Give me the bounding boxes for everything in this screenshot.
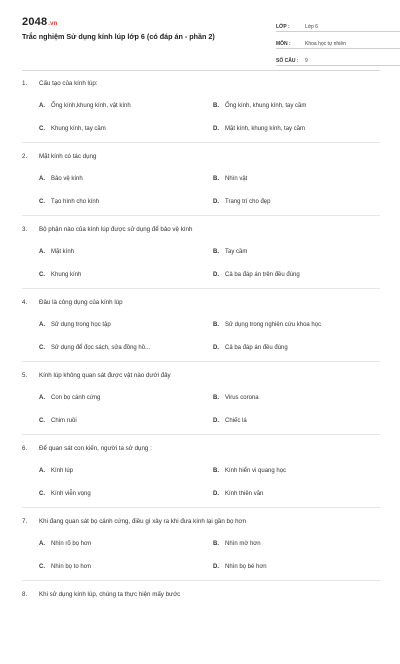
answer-option-c[interactable]	[39, 564, 91, 570]
option-letter: D.	[213, 491, 219, 497]
option-letter: B.	[213, 103, 219, 109]
option-text: Trang trí cho đẹp	[225, 199, 271, 205]
option-text: Nhìn bọ bé hơn	[225, 564, 267, 570]
meta-value: Khoa học tự nhiên	[305, 41, 346, 47]
meta-label: SỐ CÂU :	[276, 58, 299, 64]
answer-option-a[interactable]	[39, 103, 131, 109]
question-item	[22, 518, 380, 591]
option-text: Con bọ cánh cứng	[51, 395, 101, 401]
option-text: Nhìn bọ to hơn	[51, 564, 91, 570]
answer-option-b[interactable]	[213, 103, 306, 109]
question-divider	[22, 361, 380, 362]
answer-option-b[interactable]	[213, 322, 321, 328]
answer-option-a[interactable]	[39, 395, 100, 401]
answer-option-c[interactable]	[39, 418, 77, 424]
question-stem	[22, 299, 123, 306]
question-stem	[22, 591, 180, 598]
option-text: Sử dụng trong học tập	[51, 322, 111, 328]
question-number: 6.	[22, 445, 28, 452]
option-text: Mặt kính	[51, 249, 75, 255]
option-letter: D.	[213, 418, 219, 424]
question-item	[22, 80, 380, 153]
answer-option-a[interactable]	[39, 468, 73, 474]
answer-option-d[interactable]	[213, 272, 300, 278]
option-letter: B.	[213, 395, 219, 401]
question-stem	[22, 226, 192, 233]
option-letter: D.	[213, 126, 219, 132]
question-divider	[22, 215, 380, 216]
answer-option-a[interactable]	[39, 176, 83, 182]
question-item	[22, 445, 380, 518]
answer-option-d[interactable]	[213, 199, 270, 205]
option-text: Tạo hình cho kính	[51, 199, 100, 205]
question-number: 1.	[22, 80, 28, 87]
option-letter: A.	[39, 103, 45, 109]
question-number: 4.	[22, 299, 28, 306]
question-stem	[22, 518, 246, 525]
question-item	[22, 299, 380, 372]
option-text: Mặt kính, khung kính, tay cầm	[225, 126, 306, 132]
option-letter: D.	[213, 564, 219, 570]
question-divider	[22, 434, 380, 435]
question-text: Khi đang quan sát bọ cánh cứng, điều gì xảy ra khi đưa kính lại gần bọ hơn	[39, 518, 247, 525]
option-text: Sử dụng để đọc sách, sửa đồng hồ...	[51, 345, 151, 351]
answer-option-b[interactable]	[213, 176, 247, 182]
option-letter: C.	[39, 345, 45, 351]
logo-number: 2048	[22, 16, 48, 28]
option-letter: C.	[39, 272, 45, 278]
option-text: Virus corona	[225, 395, 259, 401]
question-divider	[22, 288, 380, 289]
question-number: 3.	[22, 226, 28, 233]
meta-value: Lớp 6	[305, 24, 319, 30]
option-letter: D.	[213, 345, 219, 351]
answer-option-c[interactable]	[39, 199, 99, 205]
option-letter: D.	[213, 272, 219, 278]
answer-option-b[interactable]	[213, 468, 286, 474]
meta-row-subject	[276, 34, 400, 49]
page-title: Trắc nghiệm Sử dụng kính lúp lớp 6 (có đáp án - phần 2)	[22, 32, 215, 41]
answer-option-d[interactable]	[213, 491, 263, 497]
question-stem	[22, 80, 97, 87]
question-list	[22, 80, 380, 664]
question-divider	[22, 580, 380, 581]
answer-option-c[interactable]	[39, 126, 106, 132]
question-stem	[22, 445, 152, 452]
option-letter: A.	[39, 468, 45, 474]
answer-option-d[interactable]	[213, 418, 247, 424]
answer-option-c[interactable]	[39, 345, 150, 351]
option-text: Cả ba đáp án đều đúng	[225, 345, 288, 351]
option-letter: B.	[213, 468, 219, 474]
answer-option-d[interactable]	[213, 345, 288, 351]
answer-option-c[interactable]	[39, 272, 81, 278]
meta-label: LỚP :	[276, 24, 290, 30]
option-text: Nhìn mờ hơn	[225, 541, 261, 547]
answer-option-a[interactable]	[39, 249, 74, 255]
answer-option-a[interactable]	[39, 541, 91, 547]
question-text: Kính lúp không quan sát được vật nào dưới đây	[39, 372, 171, 379]
site-logo[interactable]	[22, 16, 58, 28]
document-header	[22, 0, 380, 71]
option-text: Ống kính,khung kính, vật kính	[51, 103, 131, 109]
question-stem	[22, 372, 171, 379]
answer-option-d[interactable]	[213, 564, 267, 570]
option-text: Tay cầm	[225, 249, 248, 255]
answer-option-c[interactable]	[39, 491, 91, 497]
option-letter: A.	[39, 322, 45, 328]
question-number: 5.	[22, 372, 28, 379]
option-letter: C.	[39, 199, 45, 205]
option-letter: A.	[39, 249, 45, 255]
option-text: Cả ba đáp án trên đều đúng	[225, 272, 300, 278]
option-text: Nhìn rõ bọ hơn	[51, 541, 92, 547]
question-text: Cấu tạo của kính lúp:	[39, 80, 98, 87]
option-text: Kính hiển vi quang học	[225, 468, 287, 474]
question-text: Bộ phận nào của kính lúp được sử dụng để bảo vệ kính	[39, 226, 193, 233]
logo-suffix: .vn	[48, 21, 58, 27]
option-letter: A.	[39, 395, 45, 401]
option-text: Ống kính, khung kính, tay cầm	[225, 103, 307, 109]
option-text: Khung kính, tay cầm	[51, 126, 106, 132]
meta-value: 9	[305, 58, 308, 64]
question-number: 8.	[22, 591, 28, 598]
question-divider	[22, 507, 380, 508]
option-letter: A.	[39, 176, 45, 182]
meta-row-count	[276, 51, 400, 66]
question-number: 7.	[22, 518, 28, 525]
meta-label: MÔN :	[276, 41, 291, 47]
question-divider	[22, 142, 380, 143]
meta-info	[276, 17, 400, 68]
option-text: Khung kính	[51, 272, 82, 278]
option-text: Kính viễn vọng	[51, 491, 91, 497]
question-text: Để quan sát con kiến, người ta sử dụng :	[39, 445, 152, 452]
option-letter: C.	[39, 418, 45, 424]
answer-option-b[interactable]	[213, 249, 247, 255]
option-text: Kính thiên văn	[225, 491, 264, 497]
option-text: Sử dụng trong nghiên cứu khoa học	[225, 322, 322, 328]
option-text: Chiếc lá	[225, 418, 247, 424]
option-text: Nhìn vật	[225, 176, 248, 182]
option-letter: B.	[213, 322, 219, 328]
option-letter: A.	[39, 541, 45, 547]
question-item	[22, 591, 380, 664]
answer-option-b[interactable]	[213, 541, 261, 547]
option-letter: B.	[213, 176, 219, 182]
meta-row-class	[276, 17, 400, 32]
question-item	[22, 153, 380, 226]
option-letter: B.	[213, 541, 219, 547]
answer-option-d[interactable]	[213, 126, 305, 132]
option-letter: D.	[213, 199, 219, 205]
option-letter: C.	[39, 126, 45, 132]
question-stem	[22, 153, 96, 160]
option-text: Chim ruồi	[51, 418, 77, 424]
option-letter: B.	[213, 249, 219, 255]
answer-option-b[interactable]	[213, 395, 259, 401]
question-item	[22, 226, 380, 299]
question-item	[22, 372, 380, 445]
question-text: Khi sử dụng kính lúp, chúng ta thực hiện mấy bước	[39, 591, 181, 598]
question-text: Đâu là công dụng của kính lúp	[39, 299, 123, 306]
question-number: 2.	[22, 153, 28, 160]
question-text: Mặt kính có tác dụng	[39, 153, 97, 160]
option-letter: C.	[39, 491, 45, 497]
option-letter: C.	[39, 564, 45, 570]
answer-option-a[interactable]	[39, 322, 111, 328]
option-text: Kính lúp	[51, 468, 74, 474]
option-text: Bảo vệ kính	[51, 176, 83, 182]
